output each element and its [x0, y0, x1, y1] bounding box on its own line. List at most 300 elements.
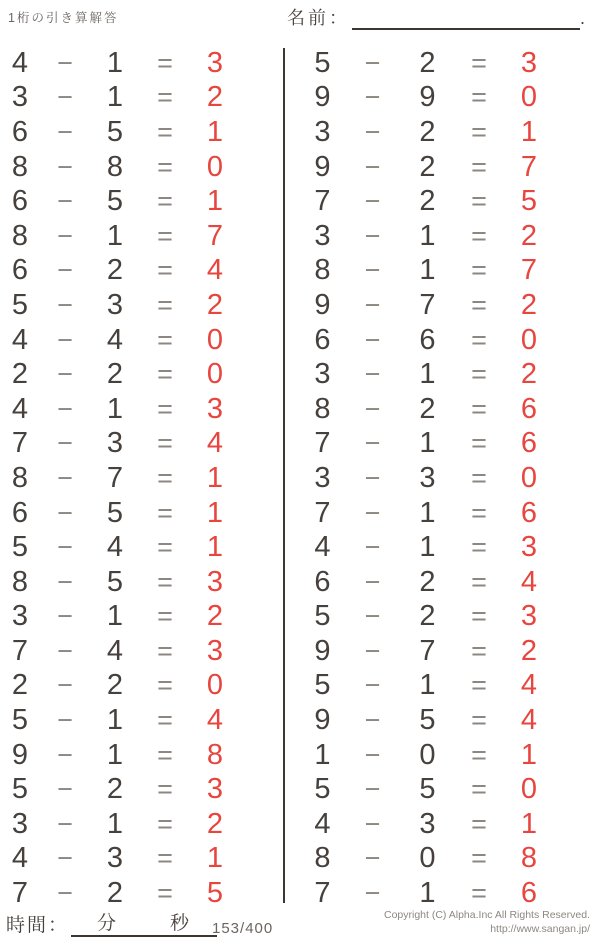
subtrahend: 1: [106, 392, 124, 425]
subtrahend: 2: [419, 392, 436, 425]
answer: 6: [520, 427, 538, 460]
problem-row: [300, 115, 555, 150]
answer: 2: [206, 81, 224, 114]
answer: 1: [206, 461, 224, 494]
subtrahend: 2: [106, 358, 124, 391]
minus-icon: −: [364, 151, 381, 182]
subtrahend: 2: [106, 254, 124, 287]
minuend: 8: [11, 150, 29, 183]
subtrahend: 7: [419, 288, 436, 321]
equals-icon: =: [471, 635, 487, 666]
answer: 5: [520, 185, 538, 218]
minuend: 1: [314, 738, 331, 771]
minuend: 6: [11, 115, 29, 148]
problem-row: [300, 427, 555, 462]
answer: 8: [206, 738, 224, 771]
minus-icon: −: [57, 774, 73, 805]
equals-icon: =: [157, 808, 173, 839]
minus-icon: −: [364, 739, 381, 770]
minus-icon: −: [57, 670, 73, 701]
answer: 3: [206, 634, 224, 667]
answer: 4: [206, 704, 224, 737]
subtrahend: 1: [106, 81, 124, 114]
minuend: 4: [11, 323, 29, 356]
minus-icon: −: [364, 808, 381, 839]
minus-icon: −: [57, 428, 73, 459]
subtrahend: 1: [419, 669, 436, 702]
minuend: 3: [11, 600, 29, 633]
equals-icon: =: [157, 220, 173, 251]
answer: 2: [520, 634, 538, 667]
minus-icon: −: [57, 635, 73, 666]
time-field: [6, 910, 217, 937]
problem-row: [300, 703, 555, 738]
minuend: 4: [11, 46, 29, 79]
problem-row: [300, 461, 555, 496]
equals-icon: =: [157, 47, 173, 78]
subtrahend: 1: [106, 219, 124, 252]
minus-icon: −: [364, 601, 381, 632]
subtrahend: 1: [106, 807, 124, 840]
minuend: 6: [11, 254, 29, 287]
equals-icon: =: [471, 670, 487, 701]
minus-icon: −: [57, 739, 73, 770]
subtrahend: 1: [419, 531, 436, 564]
equals-icon: =: [471, 739, 487, 770]
equals-icon: =: [157, 255, 173, 286]
minuend: 8: [314, 254, 331, 287]
answer: 3: [206, 46, 224, 79]
equals-icon: =: [157, 359, 173, 390]
equals-icon: =: [471, 462, 487, 493]
problem-row: [0, 81, 240, 116]
minuend: 9: [314, 704, 331, 737]
problem-row: [300, 842, 555, 877]
problem-row: [0, 115, 240, 150]
answer: 2: [520, 358, 538, 391]
minus-icon: −: [57, 705, 73, 736]
subtrahend: 7: [106, 461, 124, 494]
answer: 3: [520, 46, 538, 79]
minuend: 9: [314, 634, 331, 667]
minus-icon: −: [57, 601, 73, 632]
answer: 1: [520, 738, 538, 771]
equals-icon: =: [157, 878, 173, 909]
equals-icon: =: [471, 774, 487, 805]
answer: 0: [206, 150, 224, 183]
minuend: 4: [11, 392, 29, 425]
subtrahend: 3: [419, 807, 436, 840]
equals-icon: =: [471, 47, 487, 78]
equals-icon: =: [471, 808, 487, 839]
equals-icon: =: [471, 289, 487, 320]
time-blank-line: [71, 913, 217, 937]
problem-row: [0, 46, 240, 81]
answer: 1: [206, 185, 224, 218]
minus-icon: −: [364, 566, 381, 597]
equals-icon: =: [157, 428, 173, 459]
minuend: 8: [314, 842, 331, 875]
minus-icon: −: [57, 497, 73, 528]
minutes-label: 分: [97, 913, 119, 934]
minus-icon: −: [57, 186, 73, 217]
subtrahend: 2: [419, 565, 436, 598]
subtrahend: 2: [419, 185, 436, 218]
answer: 8: [520, 842, 538, 875]
equals-icon: =: [157, 843, 173, 874]
column-divider: [283, 48, 285, 903]
minuend: 6: [11, 496, 29, 529]
equals-icon: =: [471, 843, 487, 874]
minus-icon: −: [364, 393, 381, 424]
copyright-line2: http://www.sangan.jp/: [490, 923, 590, 935]
equals-icon: =: [471, 497, 487, 528]
minuend: 3: [11, 807, 29, 840]
minuend: 8: [11, 461, 29, 494]
minus-icon: −: [364, 255, 381, 286]
problem-row: [0, 357, 240, 392]
problem-row: [300, 669, 555, 704]
minus-icon: −: [57, 220, 73, 251]
equals-icon: =: [157, 705, 173, 736]
subtrahend: 7: [419, 634, 436, 667]
equals-icon: =: [471, 82, 487, 113]
equals-icon: =: [471, 532, 487, 563]
minuend: 6: [314, 323, 331, 356]
equals-icon: =: [157, 532, 173, 563]
equals-icon: =: [157, 774, 173, 805]
copyright: [384, 908, 590, 936]
problem-row: [0, 219, 240, 254]
answer: 3: [520, 531, 538, 564]
minus-icon: −: [57, 808, 73, 839]
problem-row: [300, 81, 555, 116]
minus-icon: −: [364, 82, 381, 113]
equals-icon: =: [471, 705, 487, 736]
answer: 3: [206, 392, 224, 425]
minuend: 5: [11, 531, 29, 564]
answer: 1: [520, 807, 538, 840]
equals-icon: =: [157, 566, 173, 597]
minuend: 2: [11, 358, 29, 391]
problem-row: [0, 530, 240, 565]
equals-icon: =: [157, 739, 173, 770]
equals-icon: =: [471, 393, 487, 424]
answer: 4: [206, 427, 224, 460]
subtrahend: 6: [419, 323, 436, 356]
minus-icon: −: [57, 255, 73, 286]
equals-icon: =: [471, 428, 487, 459]
problem-row: [300, 357, 555, 392]
problem-row: [300, 738, 555, 773]
minus-icon: −: [364, 116, 381, 147]
subtrahend: 4: [106, 531, 124, 564]
answer: 3: [520, 600, 538, 633]
subtrahend: 5: [106, 115, 124, 148]
subtrahend: 4: [106, 634, 124, 667]
minuend: 7: [11, 634, 29, 667]
minuend: 4: [314, 807, 331, 840]
problem-row: [0, 772, 240, 807]
minuend: 3: [11, 81, 29, 114]
subtrahend: 1: [106, 600, 124, 633]
subtrahend: 1: [419, 254, 436, 287]
minuend: 7: [11, 427, 29, 460]
minuend: 5: [314, 600, 331, 633]
minuend: 7: [314, 877, 331, 910]
problem-row: [300, 288, 555, 323]
answer: 6: [520, 496, 538, 529]
problem-row: [0, 150, 240, 185]
problem-row: [0, 876, 240, 911]
answer: 4: [206, 254, 224, 287]
answer: 0: [520, 323, 538, 356]
copyright-line1: Copyright (C) Alpha.Inc All Rights Reserved.: [383, 909, 590, 921]
minus-icon: −: [364, 220, 381, 251]
minus-icon: −: [57, 151, 73, 182]
equals-icon: =: [157, 462, 173, 493]
minus-icon: −: [364, 462, 381, 493]
answer: 2: [206, 600, 224, 633]
equals-icon: =: [157, 116, 173, 147]
seconds-label: 秒: [170, 913, 192, 934]
minuend: 9: [11, 738, 29, 771]
minus-icon: −: [57, 82, 73, 113]
answer: 2: [520, 219, 538, 252]
problems-left: [0, 46, 240, 911]
problem-row: [300, 323, 555, 358]
name-line-dot: .: [580, 8, 586, 28]
answer: 0: [520, 773, 538, 806]
subtrahend: 1: [106, 46, 124, 79]
minuend: 7: [11, 877, 29, 910]
equals-icon: =: [471, 186, 487, 217]
answer: 4: [520, 669, 538, 702]
minus-icon: −: [57, 116, 73, 147]
problem-row: [300, 530, 555, 565]
subtrahend: 1: [419, 358, 436, 391]
page-title: 1桁の引き算解答: [8, 11, 119, 25]
equals-icon: =: [471, 151, 487, 182]
answer: 2: [206, 288, 224, 321]
problem-row: [0, 184, 240, 219]
answer: 3: [206, 773, 224, 806]
minus-icon: −: [364, 497, 381, 528]
minus-icon: −: [57, 566, 73, 597]
minuend: 7: [314, 427, 331, 460]
problem-row: [300, 807, 555, 842]
minus-icon: −: [57, 462, 73, 493]
minuend: 5: [11, 704, 29, 737]
equals-icon: =: [157, 324, 173, 355]
answer: 2: [206, 807, 224, 840]
problem-row: [0, 842, 240, 877]
minus-icon: −: [364, 878, 381, 909]
problems-right: [300, 46, 555, 911]
minuend: 7: [314, 185, 331, 218]
problem-row: [0, 807, 240, 842]
problem-row: [0, 288, 240, 323]
equals-icon: =: [157, 670, 173, 701]
minus-icon: −: [364, 843, 381, 874]
minus-icon: −: [364, 635, 381, 666]
equals-icon: =: [471, 878, 487, 909]
equals-icon: =: [157, 635, 173, 666]
minus-icon: −: [57, 393, 73, 424]
equals-icon: =: [157, 393, 173, 424]
problem-row: [0, 496, 240, 531]
subtrahend: 1: [106, 704, 124, 737]
subtrahend: 9: [419, 81, 436, 114]
problem-row: [0, 634, 240, 669]
subtrahend: 2: [419, 600, 436, 633]
subtrahend: 5: [106, 185, 124, 218]
minuend: 9: [314, 150, 331, 183]
minus-icon: −: [57, 878, 73, 909]
answer: 0: [520, 81, 538, 114]
answer: 0: [206, 669, 224, 702]
minuend: 4: [11, 842, 29, 875]
answer: 7: [520, 150, 538, 183]
subtrahend: 2: [419, 115, 436, 148]
minus-icon: −: [57, 324, 73, 355]
answer: 4: [520, 565, 538, 598]
minuend: 9: [314, 81, 331, 114]
minuend: 8: [314, 392, 331, 425]
minuend: 3: [314, 115, 331, 148]
minus-icon: −: [364, 774, 381, 805]
problem-row: [300, 150, 555, 185]
problem-row: [300, 184, 555, 219]
equals-icon: =: [471, 601, 487, 632]
answer: 3: [206, 565, 224, 598]
minus-icon: −: [57, 359, 73, 390]
problem-row: [300, 219, 555, 254]
minus-icon: −: [364, 289, 381, 320]
minuend: 5: [314, 773, 331, 806]
minus-icon: −: [57, 289, 73, 320]
name-field: [287, 4, 585, 30]
minuend: 6: [11, 185, 29, 218]
subtrahend: 5: [106, 496, 124, 529]
subtrahend: 3: [106, 842, 124, 875]
equals-icon: =: [157, 186, 173, 217]
answer: 0: [206, 323, 224, 356]
answer: 1: [206, 842, 224, 875]
answer: 1: [206, 531, 224, 564]
answer: 7: [206, 219, 224, 252]
answer: 0: [520, 461, 538, 494]
subtrahend: 2: [419, 46, 436, 79]
minuend: 3: [314, 358, 331, 391]
name-blank-line: [352, 11, 580, 30]
problem-row: [300, 46, 555, 81]
answer: 4: [520, 704, 538, 737]
equals-icon: =: [157, 497, 173, 528]
minuend: 8: [11, 565, 29, 598]
problem-row: [0, 600, 240, 635]
equals-icon: =: [157, 151, 173, 182]
minus-icon: −: [364, 705, 381, 736]
minuend: 5: [11, 288, 29, 321]
problem-row: [300, 565, 555, 600]
minus-icon: −: [57, 47, 73, 78]
subtrahend: 2: [419, 150, 436, 183]
subtrahend: 8: [106, 150, 124, 183]
minus-icon: −: [57, 532, 73, 563]
subtrahend: 1: [419, 496, 436, 529]
minuend: 5: [314, 669, 331, 702]
minuend: 9: [314, 288, 331, 321]
minuend: 8: [11, 219, 29, 252]
answer: 1: [206, 496, 224, 529]
answer: 5: [206, 877, 224, 910]
equals-icon: =: [471, 359, 487, 390]
problem-row: [0, 323, 240, 358]
problem-row: [0, 738, 240, 773]
answer: 6: [520, 877, 538, 910]
answer: 7: [520, 254, 538, 287]
answer: 0: [206, 358, 224, 391]
subtrahend: 1: [419, 427, 436, 460]
answer: 2: [520, 288, 538, 321]
minuend: 5: [11, 773, 29, 806]
minuend: 5: [314, 46, 331, 79]
minuend: 4: [314, 531, 331, 564]
equals-icon: =: [471, 220, 487, 251]
equals-icon: =: [471, 116, 487, 147]
problem-row: [0, 669, 240, 704]
answer: 1: [520, 115, 538, 148]
subtrahend: 3: [419, 461, 436, 494]
minus-icon: −: [57, 843, 73, 874]
answer: 6: [520, 392, 538, 425]
subtrahend: 2: [106, 669, 124, 702]
subtrahend: 2: [106, 877, 124, 910]
problem-row: [300, 634, 555, 669]
problem-row: [300, 392, 555, 427]
problem-row: [0, 254, 240, 289]
subtrahend: 0: [419, 842, 436, 875]
subtrahend: 5: [106, 565, 124, 598]
minuend: 3: [314, 219, 331, 252]
minuend: 2: [11, 669, 29, 702]
minuend: 6: [314, 565, 331, 598]
minus-icon: −: [364, 670, 381, 701]
equals-icon: =: [157, 289, 173, 320]
subtrahend: 0: [419, 738, 436, 771]
equals-icon: =: [157, 601, 173, 632]
problem-row: [0, 427, 240, 462]
page-number: 153/400: [212, 920, 274, 937]
subtrahend: 1: [419, 219, 436, 252]
problem-row: [300, 772, 555, 807]
problem-row: [300, 496, 555, 531]
minus-icon: −: [364, 47, 381, 78]
subtrahend: 3: [106, 427, 124, 460]
problem-row: [0, 461, 240, 496]
subtrahend: 5: [419, 773, 436, 806]
subtrahend: 2: [106, 773, 124, 806]
problem-row: [0, 565, 240, 600]
name-label: 名前：: [287, 8, 350, 28]
minus-icon: −: [364, 324, 381, 355]
time-label: 時間：: [6, 915, 70, 936]
equals-icon: =: [471, 255, 487, 286]
subtrahend: 1: [106, 738, 124, 771]
subtrahend: 5: [419, 704, 436, 737]
problem-row: [0, 392, 240, 427]
